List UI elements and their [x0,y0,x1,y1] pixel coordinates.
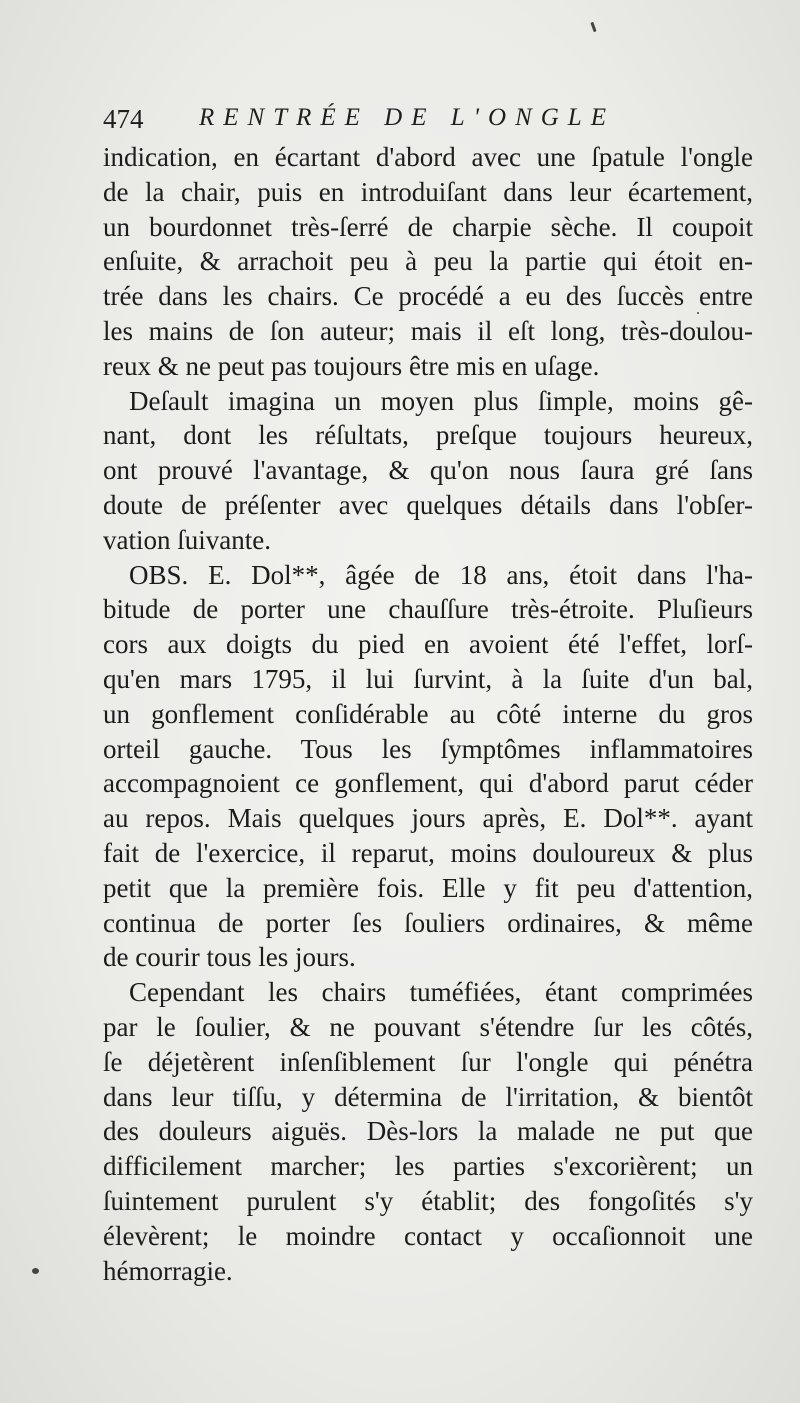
text-line: fait de l'exercice, il reparut, moins douloureux & plus [103,837,753,868]
text-line: nant, dont les réſultats, preſque toujours heureux, [103,420,753,451]
text-line: continua de porter ſes ſouliers ordinaires, & même [103,907,753,938]
paragraph-2 [103,384,753,558]
text-line: indication, en écartant d'abord avec une ſpatule l'ongle [103,142,753,172]
page-number: 474 [103,104,144,134]
text-line: les mains de ſon auteur; mais il eſt long, très-doulou- [103,315,753,346]
text-line: hémorragie. [103,1255,233,1286]
ink-speck [590,22,596,32]
text-line: de courir tous les jours. [103,942,356,973]
paragraph-1 [103,140,753,384]
text-line: accompagnoient ce gonflement, qui d'abord parut céder [103,768,753,799]
text-line: ſuintement purulent s'y établit; des fongoſités s'y [103,1185,753,1216]
text-line: Cependant les chairs tuméfiées, étant comprimées [129,977,753,1008]
text-line: difficilement marcher; les parties s'excorièrent; un [103,1151,753,1182]
text-line: élevèrent; le moindre contact y occaſionnoit une [103,1220,753,1251]
text-line: trée dans les chairs. Ce procédé a eu des ſuccès entre [103,281,753,312]
text-line: dans leur tiſſu, y détermina de l'irritation, & bientôt [103,1081,753,1112]
text-line: ſe déjetèrent inſenſiblement ſur l'ongle qui pénétra [103,1046,753,1077]
text-line: reux & ne peut pas toujours être mis en uſage. [103,350,600,381]
body-text [103,140,753,1288]
text-line: doute de préſenter avec quelques détails dans l'obſer- [103,489,753,520]
text-line: un bourdonnet très-ſerré de charpie sèche. Il coupoit [103,211,753,242]
text-line: un gonflement conſidérable au côté interne du gros [103,698,753,729]
text-line: enſuite, & arrachoit peu à peu la partie qui étoit en- [103,246,753,277]
paragraph-4 [103,975,753,1288]
text-line: OBS. E. Dol**, âgée de 18 ans, étoit dans l'ha- [129,559,753,590]
text-line: Deſault imagina un moyen plus ſimple, moins gê- [129,385,753,416]
text-line: cors aux doigts du pied en avoient été l'effet, lorſ- [103,629,753,660]
ink-speck [32,1268,39,1274]
text-line: petit que la première fois. Elle y fit peu d'attention, [103,872,753,903]
page-header [103,100,753,140]
text-line: des douleurs aiguës. Dès-lors la malade ne put que [103,1116,753,1147]
text-line: vation ſuivante. [103,524,271,555]
text-line: au repos. Mais quelques jours après, E. Dol**. ayant [103,803,753,834]
paragraph-3 [103,558,753,976]
text-line: de la chair, puis en introduiſant dans leur écartement, [103,176,753,207]
text-line: qu'en mars 1795, il lui ſurvint, à la ſuite d'un bal, [103,663,753,694]
text-line: orteil gauche. Tous les ſymptômes inflammatoires [103,733,753,764]
text-line: ont prouvé l'avantage, & qu'on nous ſaura gré ſans [103,455,753,486]
text-line: par le ſoulier, & ne pouvant s'étendre ſur les côtés, [103,1011,753,1042]
text-line: bitude de porter une chauſſure très-étroite. Pluſieurs [103,594,753,625]
running-head: RENTRÉE DE L'ONGLE [199,104,615,131]
